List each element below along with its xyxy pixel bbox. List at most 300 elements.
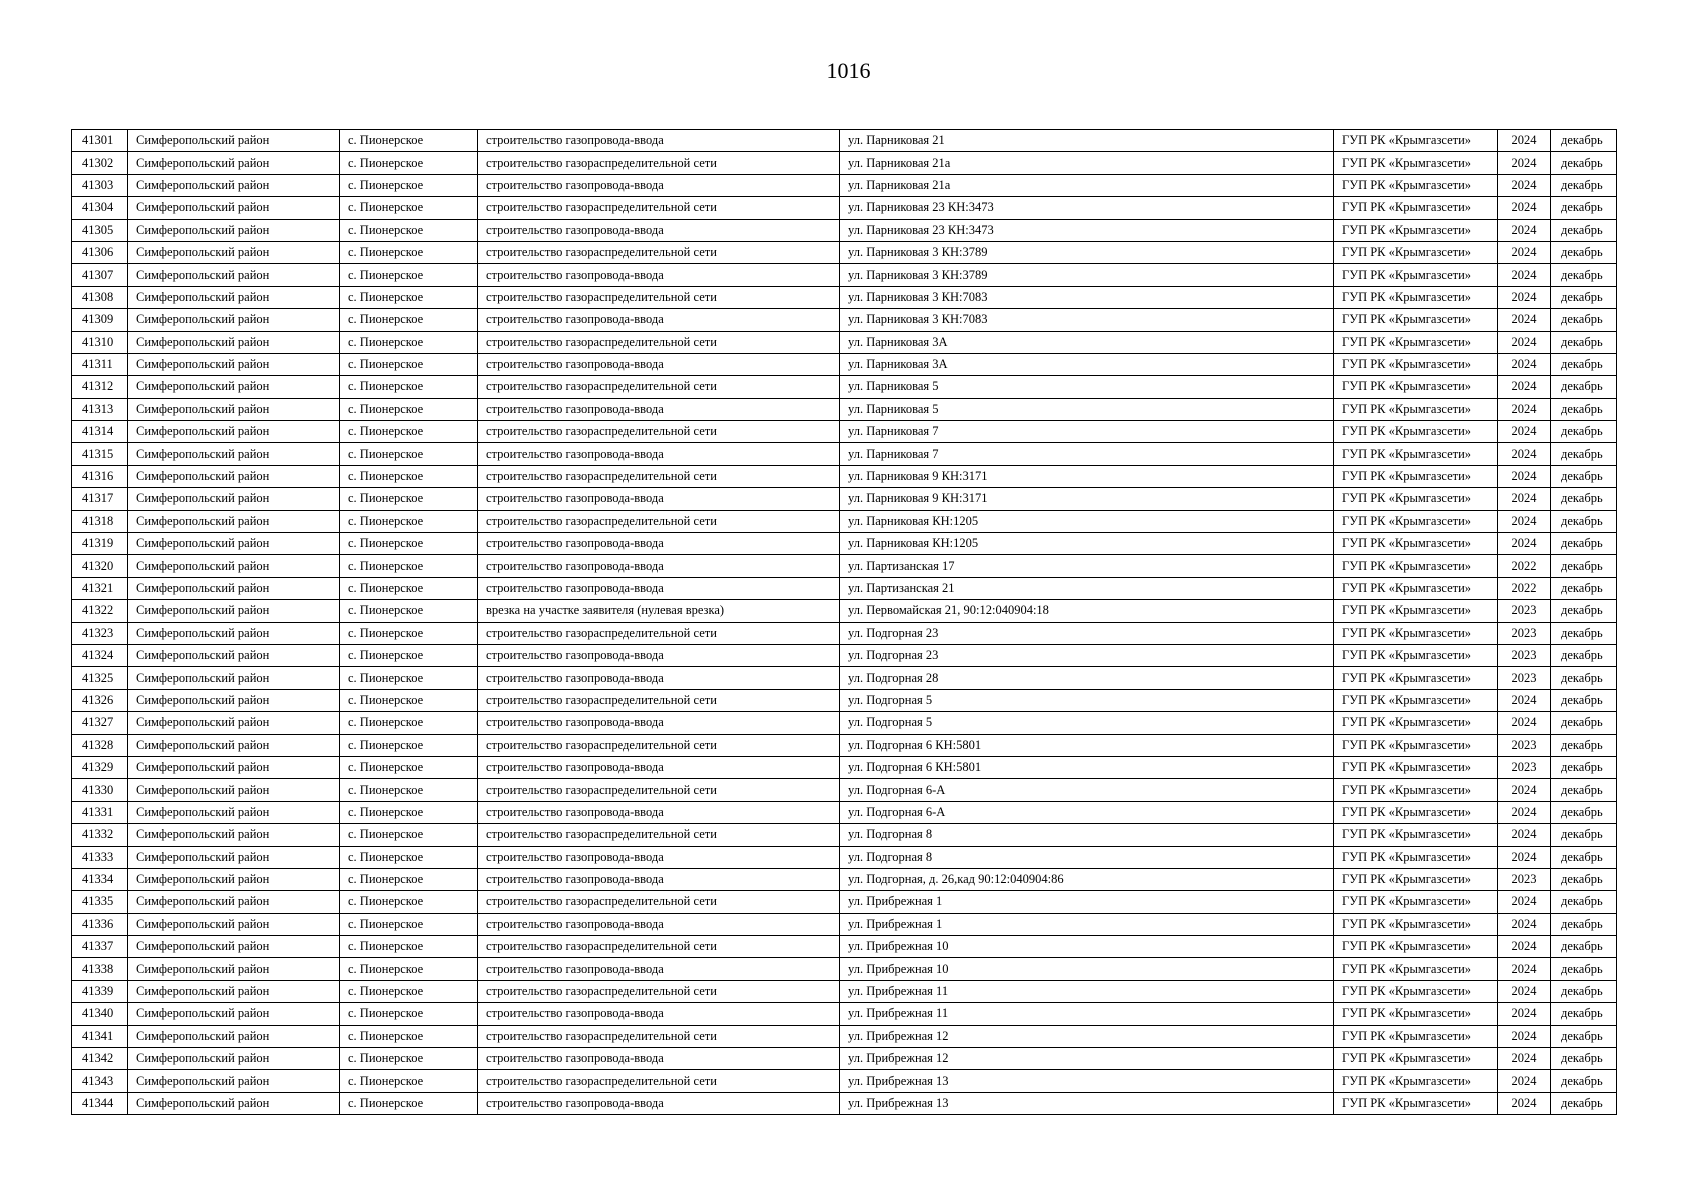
cell-settlement: с. Пионерское <box>340 868 478 890</box>
cell-month: декабрь <box>1551 756 1617 778</box>
cell-address: ул. Прибрежная 11 <box>840 1003 1334 1025</box>
cell-month: декабрь <box>1551 174 1617 196</box>
cell-settlement: с. Пионерское <box>340 376 478 398</box>
cell-organization: ГУП РК «Крымгазсети» <box>1334 1092 1498 1114</box>
cell-year: 2024 <box>1498 465 1551 487</box>
cell-year: 2024 <box>1498 779 1551 801</box>
cell-address: ул. Подгорная 23 <box>840 644 1334 666</box>
cell-work-type: строительство газораспределительной сети <box>478 779 840 801</box>
cell-settlement: с. Пионерское <box>340 174 478 196</box>
cell-year: 2023 <box>1498 756 1551 778</box>
cell-organization: ГУП РК «Крымгазсети» <box>1334 712 1498 734</box>
cell-organization: ГУП РК «Крымгазсети» <box>1334 644 1498 666</box>
table-row <box>72 801 1617 823</box>
cell-row-number: 41339 <box>72 980 128 1002</box>
cell-work-type: строительство газопровода-ввода <box>478 398 840 420</box>
cell-address: ул. Прибрежная 13 <box>840 1070 1334 1092</box>
cell-settlement: с. Пионерское <box>340 465 478 487</box>
cell-organization: ГУП РК «Крымгазсети» <box>1334 622 1498 644</box>
cell-address: ул. Парниковая 5 <box>840 376 1334 398</box>
cell-address: ул. Парниковая 3А <box>840 353 1334 375</box>
cell-settlement: с. Пионерское <box>340 734 478 756</box>
cell-settlement: с. Пионерское <box>340 353 478 375</box>
table-row <box>72 712 1617 734</box>
cell-work-type: строительство газораспределительной сети <box>478 936 840 958</box>
cell-settlement: с. Пионерское <box>340 510 478 532</box>
table-row <box>72 689 1617 711</box>
table-row <box>72 644 1617 666</box>
cell-year: 2024 <box>1498 264 1551 286</box>
cell-organization: ГУП РК «Крымгазсети» <box>1334 376 1498 398</box>
cell-year: 2024 <box>1498 980 1551 1002</box>
cell-year: 2023 <box>1498 734 1551 756</box>
cell-settlement: с. Пионерское <box>340 712 478 734</box>
cell-address: ул. Парниковая 9 КН:3171 <box>840 488 1334 510</box>
cell-month: декабрь <box>1551 398 1617 420</box>
cell-organization: ГУП РК «Крымгазсети» <box>1334 353 1498 375</box>
cell-address: ул. Парниковая 3 КН:3789 <box>840 241 1334 263</box>
cell-month: декабрь <box>1551 667 1617 689</box>
cell-district: Симферопольский район <box>128 868 340 890</box>
table-row <box>72 958 1617 980</box>
table-row <box>72 577 1617 599</box>
table-row <box>72 376 1617 398</box>
table-row <box>72 309 1617 331</box>
cell-year: 2024 <box>1498 1048 1551 1070</box>
cell-row-number: 41306 <box>72 241 128 263</box>
table-row <box>72 264 1617 286</box>
cell-district: Симферопольский район <box>128 241 340 263</box>
cell-settlement: с. Пионерское <box>340 443 478 465</box>
cell-work-type: строительство газораспределительной сети <box>478 734 840 756</box>
cell-year: 2023 <box>1498 667 1551 689</box>
cell-address: ул. Партизанская 21 <box>840 577 1334 599</box>
cell-district: Симферопольский район <box>128 443 340 465</box>
cell-district: Симферопольский район <box>128 980 340 1002</box>
cell-work-type: врезка на участке заявителя (нулевая врезка) <box>478 600 840 622</box>
cell-address: ул. Подгорная, д. 26,кад 90:12:040904:86 <box>840 868 1334 890</box>
cell-address: ул. Прибрежная 1 <box>840 913 1334 935</box>
cell-year: 2024 <box>1498 510 1551 532</box>
cell-row-number: 41323 <box>72 622 128 644</box>
cell-settlement: с. Пионерское <box>340 533 478 555</box>
cell-settlement: с. Пионерское <box>340 130 478 152</box>
cell-settlement: с. Пионерское <box>340 958 478 980</box>
cell-district: Симферопольский район <box>128 779 340 801</box>
cell-district: Симферопольский район <box>128 712 340 734</box>
cell-district: Симферопольский район <box>128 689 340 711</box>
cell-organization: ГУП РК «Крымгазсети» <box>1334 600 1498 622</box>
cell-work-type: строительство газопровода-ввода <box>478 264 840 286</box>
cell-address: ул. Парниковая 21а <box>840 152 1334 174</box>
cell-month: декабрь <box>1551 689 1617 711</box>
cell-month: декабрь <box>1551 779 1617 801</box>
cell-year: 2024 <box>1498 712 1551 734</box>
cell-district: Симферопольский район <box>128 376 340 398</box>
cell-row-number: 41343 <box>72 1070 128 1092</box>
cell-work-type: строительство газораспределительной сети <box>478 376 840 398</box>
page-number: 1016 <box>826 58 871 83</box>
cell-row-number: 41313 <box>72 398 128 420</box>
cell-district: Симферопольский район <box>128 644 340 666</box>
cell-district: Симферопольский район <box>128 398 340 420</box>
cell-organization: ГУП РК «Крымгазсети» <box>1334 667 1498 689</box>
cell-organization: ГУП РК «Крымгазсети» <box>1334 465 1498 487</box>
cell-district: Симферопольский район <box>128 1048 340 1070</box>
cell-month: декабрь <box>1551 644 1617 666</box>
cell-work-type: строительство газораспределительной сети <box>478 152 840 174</box>
cell-district: Симферопольский район <box>128 174 340 196</box>
cell-month: декабрь <box>1551 353 1617 375</box>
cell-settlement: с. Пионерское <box>340 936 478 958</box>
table-row <box>72 980 1617 1002</box>
cell-row-number: 41304 <box>72 197 128 219</box>
cell-year: 2024 <box>1498 936 1551 958</box>
cell-address: ул. Прибрежная 12 <box>840 1025 1334 1047</box>
cell-year: 2024 <box>1498 286 1551 308</box>
cell-address: ул. Парниковая 5 <box>840 398 1334 420</box>
cell-settlement: с. Пионерское <box>340 1092 478 1114</box>
table-row <box>72 174 1617 196</box>
cell-organization: ГУП РК «Крымгазсети» <box>1334 1048 1498 1070</box>
cell-row-number: 41337 <box>72 936 128 958</box>
cell-organization: ГУП РК «Крымгазсети» <box>1334 286 1498 308</box>
cell-address: ул. Подгорная 28 <box>840 667 1334 689</box>
cell-month: декабрь <box>1551 421 1617 443</box>
cell-district: Симферопольский район <box>128 824 340 846</box>
cell-address: ул. Прибрежная 11 <box>840 980 1334 1002</box>
cell-month: декабрь <box>1551 600 1617 622</box>
cell-month: декабрь <box>1551 152 1617 174</box>
cell-work-type: строительство газопровода-ввода <box>478 219 840 241</box>
cell-settlement: с. Пионерское <box>340 421 478 443</box>
cell-month: декабрь <box>1551 241 1617 263</box>
cell-address: ул. Подгорная 8 <box>840 846 1334 868</box>
cell-organization: ГУП РК «Крымгазсети» <box>1334 241 1498 263</box>
cell-work-type: строительство газопровода-ввода <box>478 174 840 196</box>
cell-row-number: 41326 <box>72 689 128 711</box>
cell-organization: ГУП РК «Крымгазсети» <box>1334 309 1498 331</box>
cell-work-type: строительство газопровода-ввода <box>478 913 840 935</box>
table-row <box>72 286 1617 308</box>
cell-address: ул. Парниковая КН:1205 <box>840 510 1334 532</box>
cell-settlement: с. Пионерское <box>340 577 478 599</box>
cell-year: 2024 <box>1498 241 1551 263</box>
cell-address: ул. Партизанская 17 <box>840 555 1334 577</box>
cell-work-type: строительство газораспределительной сети <box>478 510 840 532</box>
table-row <box>72 936 1617 958</box>
cell-district: Симферопольский район <box>128 555 340 577</box>
cell-row-number: 41335 <box>72 891 128 913</box>
cell-year: 2024 <box>1498 443 1551 465</box>
table-row <box>72 1025 1617 1047</box>
cell-row-number: 41315 <box>72 443 128 465</box>
cell-settlement: с. Пионерское <box>340 1003 478 1025</box>
table-row <box>72 533 1617 555</box>
cell-district: Симферопольский район <box>128 130 340 152</box>
cell-month: декабрь <box>1551 577 1617 599</box>
cell-district: Симферопольский район <box>128 421 340 443</box>
table-row <box>72 443 1617 465</box>
cell-district: Симферопольский район <box>128 286 340 308</box>
cell-month: декабрь <box>1551 376 1617 398</box>
table-row <box>72 488 1617 510</box>
cell-address: ул. Подгорная 5 <box>840 712 1334 734</box>
cell-organization: ГУП РК «Крымгазсети» <box>1334 443 1498 465</box>
cell-row-number: 41320 <box>72 555 128 577</box>
cell-year: 2024 <box>1498 353 1551 375</box>
cell-month: декабрь <box>1551 712 1617 734</box>
cell-work-type: строительство газопровода-ввода <box>478 846 840 868</box>
table-row <box>72 734 1617 756</box>
cell-work-type: строительство газораспределительной сети <box>478 241 840 263</box>
cell-organization: ГУП РК «Крымгазсети» <box>1334 130 1498 152</box>
cell-address: ул. Подгорная 6-А <box>840 801 1334 823</box>
cell-organization: ГУП РК «Крымгазсети» <box>1334 913 1498 935</box>
cell-row-number: 41324 <box>72 644 128 666</box>
cell-work-type: строительство газопровода-ввода <box>478 756 840 778</box>
cell-organization: ГУП РК «Крымгазсети» <box>1334 421 1498 443</box>
cell-organization: ГУП РК «Крымгазсети» <box>1334 734 1498 756</box>
cell-year: 2024 <box>1498 398 1551 420</box>
cell-year: 2024 <box>1498 1070 1551 1092</box>
cell-row-number: 41330 <box>72 779 128 801</box>
table-row <box>72 130 1617 152</box>
cell-year: 2024 <box>1498 219 1551 241</box>
cell-organization: ГУП РК «Крымгазсети» <box>1334 398 1498 420</box>
cell-work-type: строительство газопровода-ввода <box>478 1048 840 1070</box>
cell-settlement: с. Пионерское <box>340 913 478 935</box>
cell-month: декабрь <box>1551 958 1617 980</box>
cell-work-type: строительство газораспределительной сети <box>478 622 840 644</box>
table-row <box>72 555 1617 577</box>
cell-district: Симферопольский район <box>128 197 340 219</box>
cell-work-type: строительство газораспределительной сети <box>478 980 840 1002</box>
table-row <box>72 197 1617 219</box>
cell-organization: ГУП РК «Крымгазсети» <box>1334 264 1498 286</box>
cell-row-number: 41342 <box>72 1048 128 1070</box>
cell-row-number: 41344 <box>72 1092 128 1114</box>
cell-settlement: с. Пионерское <box>340 756 478 778</box>
cell-year: 2024 <box>1498 421 1551 443</box>
cell-address: ул. Парниковая 23 КН:3473 <box>840 197 1334 219</box>
cell-address: ул. Парниковая 21а <box>840 174 1334 196</box>
cell-district: Симферопольский район <box>128 1025 340 1047</box>
cell-work-type: строительство газопровода-ввода <box>478 130 840 152</box>
cell-organization: ГУП РК «Крымгазсети» <box>1334 510 1498 532</box>
cell-row-number: 41329 <box>72 756 128 778</box>
cell-organization: ГУП РК «Крымгазсети» <box>1334 689 1498 711</box>
cell-row-number: 41321 <box>72 577 128 599</box>
cell-year: 2022 <box>1498 577 1551 599</box>
table-row <box>72 824 1617 846</box>
cell-district: Симферопольский район <box>128 1003 340 1025</box>
cell-organization: ГУП РК «Крымгазсети» <box>1334 1003 1498 1025</box>
cell-settlement: с. Пионерское <box>340 241 478 263</box>
cell-address: ул. Прибрежная 13 <box>840 1092 1334 1114</box>
cell-work-type: строительство газораспределительной сети <box>478 331 840 353</box>
cell-month: декабрь <box>1551 1048 1617 1070</box>
cell-district: Симферопольский район <box>128 152 340 174</box>
cell-work-type: строительство газопровода-ввода <box>478 555 840 577</box>
cell-month: декабрь <box>1551 443 1617 465</box>
cell-settlement: с. Пионерское <box>340 309 478 331</box>
cell-month: декабрь <box>1551 936 1617 958</box>
cell-month: декабрь <box>1551 264 1617 286</box>
cell-work-type: строительство газораспределительной сети <box>478 286 840 308</box>
cell-row-number: 41340 <box>72 1003 128 1025</box>
cell-year: 2024 <box>1498 152 1551 174</box>
cell-row-number: 41328 <box>72 734 128 756</box>
table-row <box>72 891 1617 913</box>
cell-year: 2024 <box>1498 488 1551 510</box>
table-row <box>72 1092 1617 1114</box>
cell-row-number: 41338 <box>72 958 128 980</box>
cell-organization: ГУП РК «Крымгазсети» <box>1334 331 1498 353</box>
cell-year: 2024 <box>1498 846 1551 868</box>
cell-work-type: строительство газопровода-ввода <box>478 667 840 689</box>
cell-settlement: с. Пионерское <box>340 689 478 711</box>
cell-settlement: с. Пионерское <box>340 846 478 868</box>
cell-month: декабрь <box>1551 1070 1617 1092</box>
cell-work-type: строительство газопровода-ввода <box>478 712 840 734</box>
cell-row-number: 41303 <box>72 174 128 196</box>
table-row <box>72 465 1617 487</box>
cell-district: Симферопольский район <box>128 913 340 935</box>
cell-work-type: строительство газораспределительной сети <box>478 689 840 711</box>
cell-district: Симферопольский район <box>128 622 340 644</box>
cell-month: декабрь <box>1551 824 1617 846</box>
table-row <box>72 667 1617 689</box>
cell-district: Симферопольский район <box>128 734 340 756</box>
cell-month: декабрь <box>1551 868 1617 890</box>
cell-row-number: 41334 <box>72 868 128 890</box>
cell-address: ул. Первомайская 21, 90:12:040904:18 <box>840 600 1334 622</box>
cell-year: 2023 <box>1498 868 1551 890</box>
cell-settlement: с. Пионерское <box>340 622 478 644</box>
cell-month: декабрь <box>1551 488 1617 510</box>
cell-settlement: с. Пионерское <box>340 667 478 689</box>
table-row <box>72 241 1617 263</box>
cell-district: Симферопольский район <box>128 891 340 913</box>
cell-work-type: строительство газопровода-ввода <box>478 1092 840 1114</box>
cell-address: ул. Подгорная 6 КН:5801 <box>840 734 1334 756</box>
cell-district: Симферопольский район <box>128 846 340 868</box>
cell-row-number: 41336 <box>72 913 128 935</box>
cell-address: ул. Прибрежная 10 <box>840 958 1334 980</box>
cell-settlement: с. Пионерское <box>340 1048 478 1070</box>
table-row <box>72 219 1617 241</box>
table-row <box>72 1070 1617 1092</box>
cell-month: декабрь <box>1551 846 1617 868</box>
cell-settlement: с. Пионерское <box>340 286 478 308</box>
cell-month: декабрь <box>1551 286 1617 308</box>
cell-address: ул. Подгорная 6-А <box>840 779 1334 801</box>
cell-year: 2024 <box>1498 309 1551 331</box>
cell-year: 2024 <box>1498 689 1551 711</box>
cell-organization: ГУП РК «Крымгазсети» <box>1334 868 1498 890</box>
table-row <box>72 868 1617 890</box>
cell-row-number: 41314 <box>72 421 128 443</box>
cell-month: декабрь <box>1551 1025 1617 1047</box>
cell-work-type: строительство газопровода-ввода <box>478 533 840 555</box>
cell-district: Симферопольский район <box>128 936 340 958</box>
cell-organization: ГУП РК «Крымгазсети» <box>1334 197 1498 219</box>
cell-settlement: с. Пионерское <box>340 264 478 286</box>
cell-month: декабрь <box>1551 734 1617 756</box>
table-row <box>72 421 1617 443</box>
cell-row-number: 41312 <box>72 376 128 398</box>
cell-settlement: с. Пионерское <box>340 398 478 420</box>
cell-year: 2024 <box>1498 331 1551 353</box>
cell-address: ул. Парниковая 23 КН:3473 <box>840 219 1334 241</box>
cell-work-type: строительство газопровода-ввода <box>478 958 840 980</box>
cell-month: декабрь <box>1551 1092 1617 1114</box>
cell-row-number: 41307 <box>72 264 128 286</box>
cell-district: Симферопольский район <box>128 264 340 286</box>
cell-year: 2024 <box>1498 376 1551 398</box>
cell-address: ул. Парниковая 3А <box>840 331 1334 353</box>
cell-month: декабрь <box>1551 465 1617 487</box>
cell-organization: ГУП РК «Крымгазсети» <box>1334 958 1498 980</box>
cell-address: ул. Парниковая 3 КН:7083 <box>840 286 1334 308</box>
cell-organization: ГУП РК «Крымгазсети» <box>1334 936 1498 958</box>
table-row <box>72 331 1617 353</box>
cell-work-type: строительство газопровода-ввода <box>478 1003 840 1025</box>
cell-settlement: с. Пионерское <box>340 980 478 1002</box>
cell-row-number: 41322 <box>72 600 128 622</box>
cell-month: декабрь <box>1551 219 1617 241</box>
cell-year: 2024 <box>1498 913 1551 935</box>
cell-settlement: с. Пионерское <box>340 891 478 913</box>
table-row <box>72 1048 1617 1070</box>
cell-organization: ГУП РК «Крымгазсети» <box>1334 577 1498 599</box>
cell-row-number: 41317 <box>72 488 128 510</box>
cell-settlement: с. Пионерское <box>340 488 478 510</box>
cell-row-number: 41302 <box>72 152 128 174</box>
cell-organization: ГУП РК «Крымгазсети» <box>1334 756 1498 778</box>
cell-work-type: строительство газопровода-ввода <box>478 353 840 375</box>
cell-work-type: строительство газопровода-ввода <box>478 868 840 890</box>
cell-year: 2022 <box>1498 555 1551 577</box>
table-row <box>72 913 1617 935</box>
table-row <box>72 846 1617 868</box>
cell-district: Симферопольский район <box>128 1070 340 1092</box>
cell-row-number: 41309 <box>72 309 128 331</box>
cell-row-number: 41301 <box>72 130 128 152</box>
cell-address: ул. Подгорная 5 <box>840 689 1334 711</box>
cell-district: Симферопольский район <box>128 219 340 241</box>
cell-district: Симферопольский район <box>128 331 340 353</box>
cell-year: 2024 <box>1498 174 1551 196</box>
cell-district: Симферопольский район <box>128 465 340 487</box>
table-row <box>72 600 1617 622</box>
cell-organization: ГУП РК «Крымгазсети» <box>1334 846 1498 868</box>
cell-settlement: с. Пионерское <box>340 219 478 241</box>
cell-month: декабрь <box>1551 555 1617 577</box>
cell-settlement: с. Пионерское <box>340 801 478 823</box>
cell-row-number: 41311 <box>72 353 128 375</box>
cell-row-number: 41319 <box>72 533 128 555</box>
cell-district: Симферопольский район <box>128 353 340 375</box>
cell-year: 2023 <box>1498 600 1551 622</box>
cell-work-type: строительство газопровода-ввода <box>478 801 840 823</box>
cell-district: Симферопольский район <box>128 1092 340 1114</box>
cell-address: ул. Прибрежная 10 <box>840 936 1334 958</box>
cell-month: декабрь <box>1551 801 1617 823</box>
cell-month: декабрь <box>1551 197 1617 219</box>
cell-month: декабрь <box>1551 130 1617 152</box>
